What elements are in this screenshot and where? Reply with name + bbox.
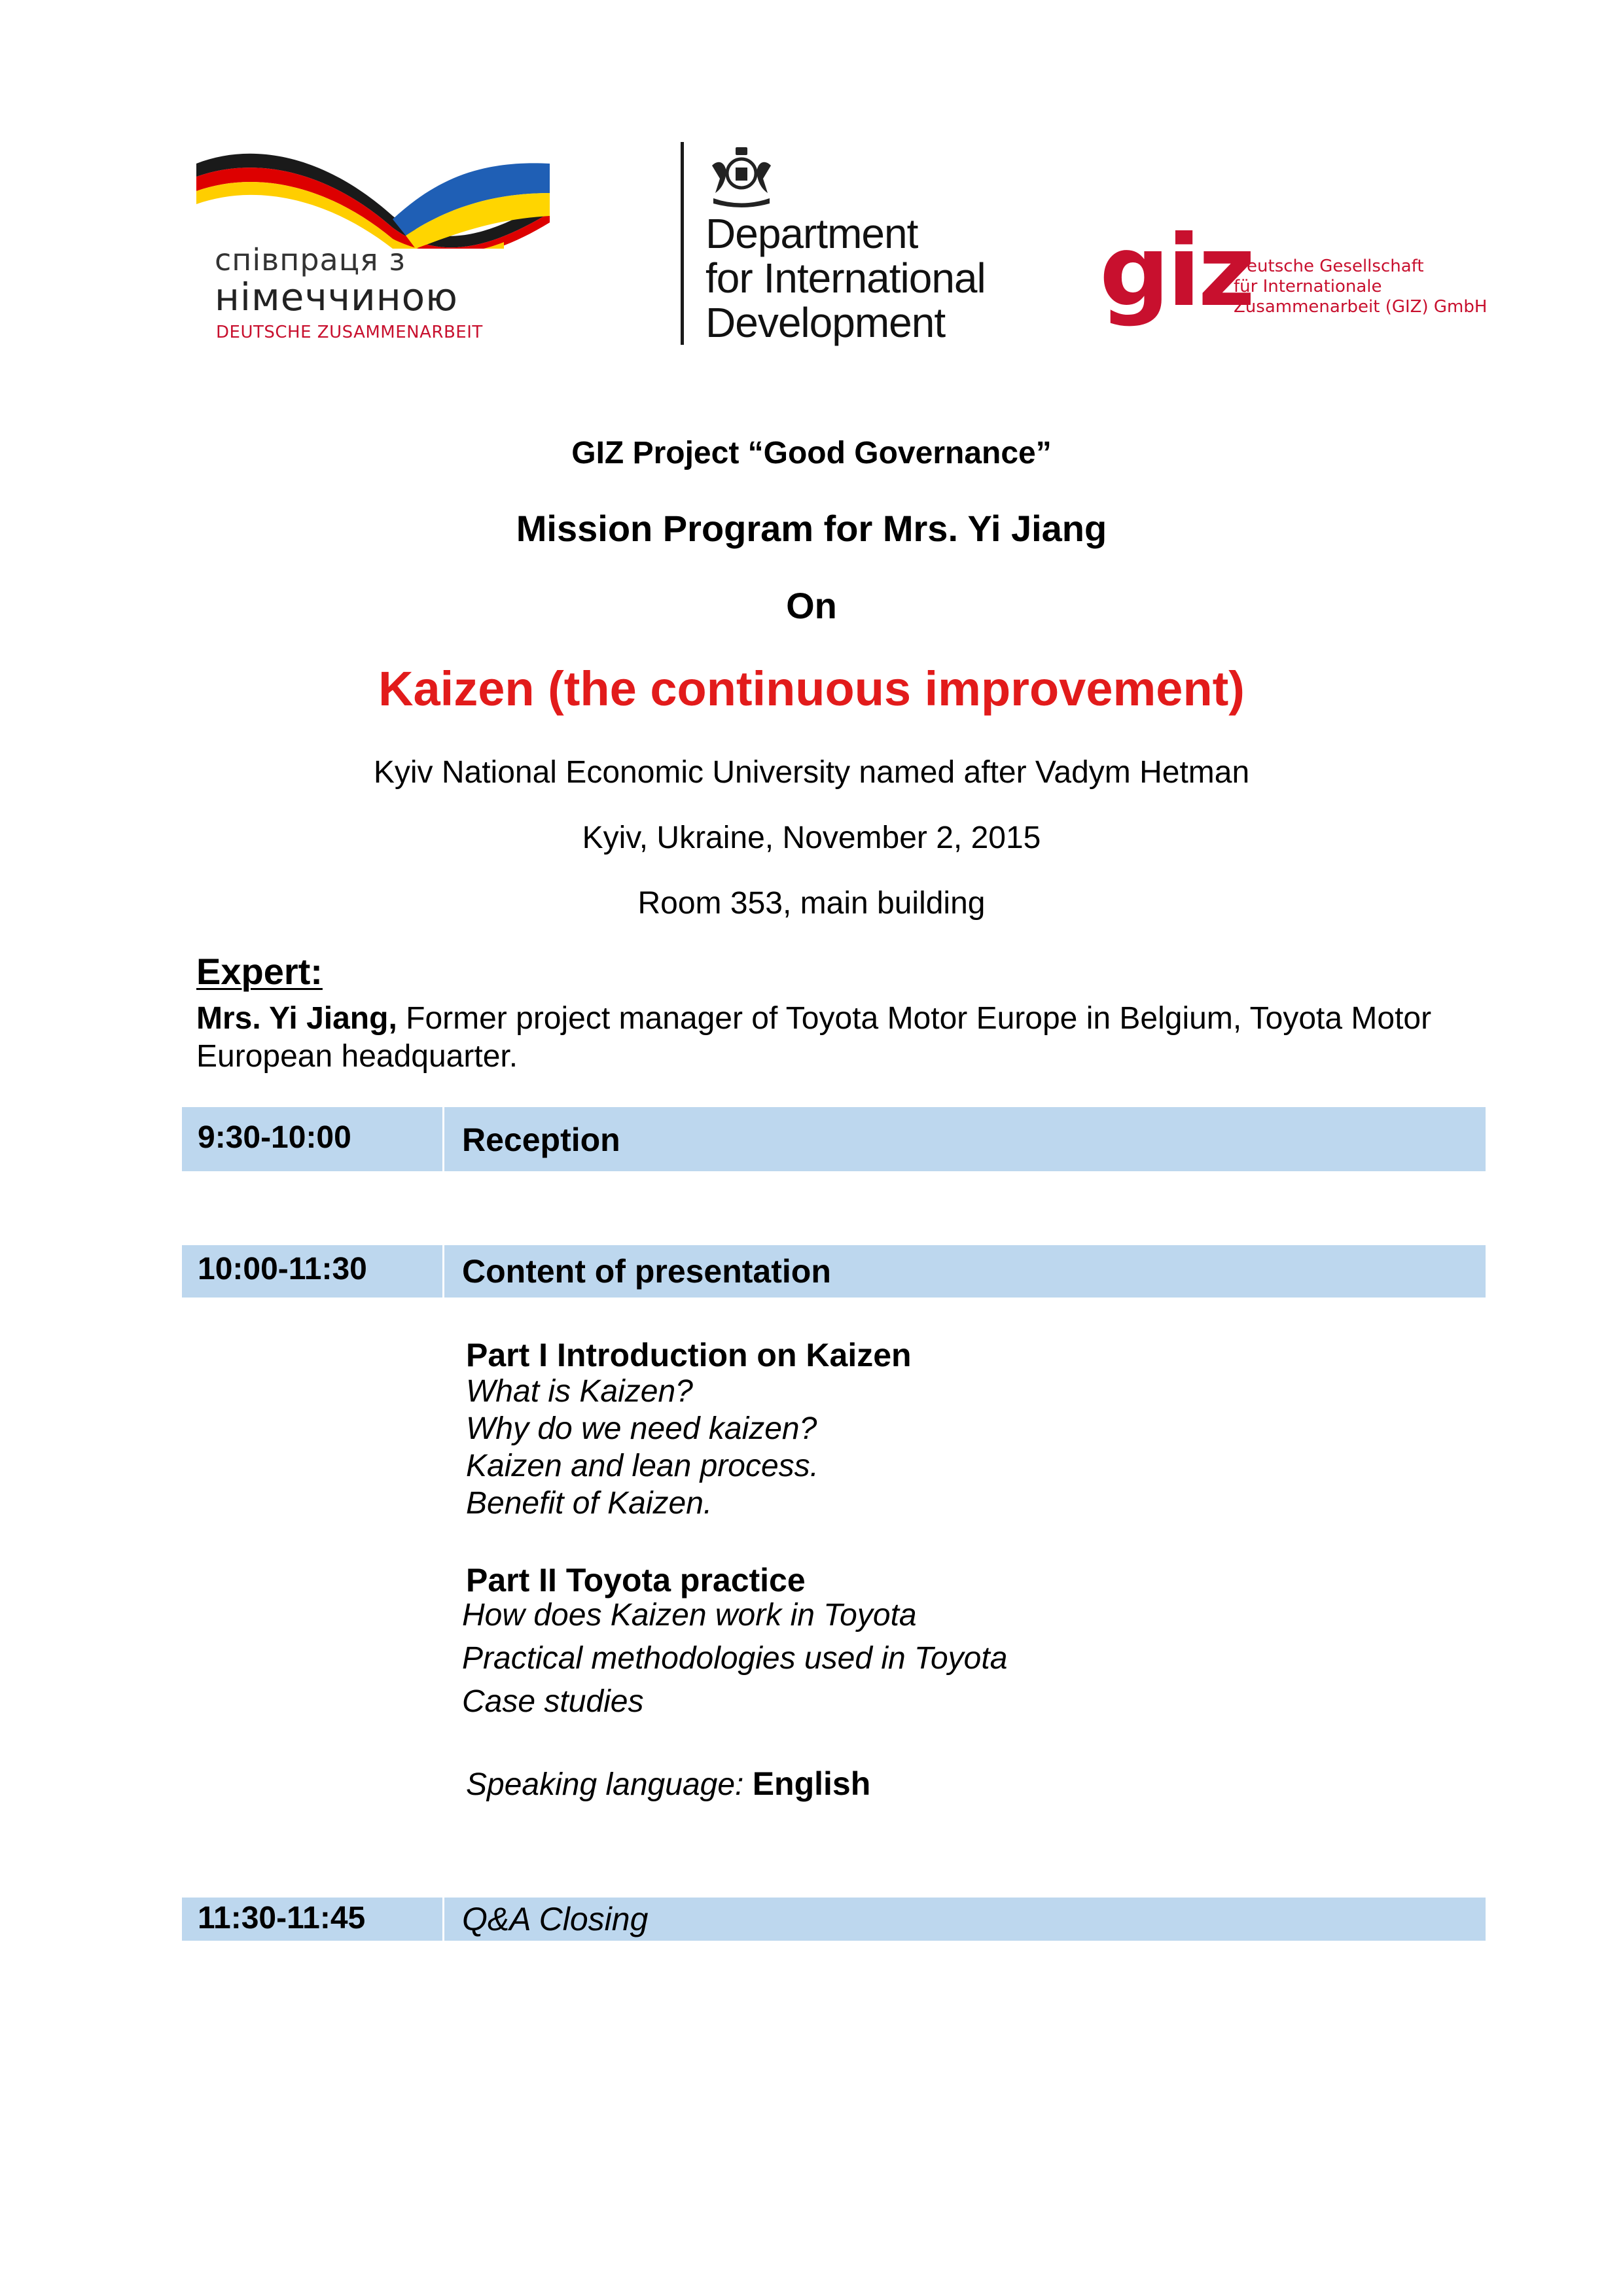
logo-ukraine-line1: співпраця з — [215, 242, 406, 277]
schedule-row-reception — [182, 1107, 1486, 1171]
list-item: Kaizen and lean process. — [466, 1449, 819, 1483]
topic-title: Kaizen (the continuous improvement) — [378, 662, 1245, 716]
part2-heading: Part II Toyota practice — [466, 1562, 806, 1598]
language-value: English — [752, 1765, 871, 1802]
giz-desc-line2: für Internationale — [1234, 277, 1382, 296]
giz-logo — [1099, 215, 1488, 347]
list-item: Benefit of Kaizen. — [466, 1486, 713, 1521]
time-closing: 11:30-11:45 — [198, 1901, 366, 1935]
logo-ukraine-line2: німеччиною — [215, 275, 458, 319]
venue: Kyiv National Economic University named after Vadym Hetman — [373, 755, 1250, 790]
row-separator — [442, 1245, 444, 1298]
dfid-line1: Department — [705, 210, 918, 257]
language-label: Speaking language: — [466, 1767, 744, 1802]
speaking-language — [466, 1765, 870, 1803]
list-item: Case studies — [462, 1684, 644, 1719]
list-item: Practical methodologies used in Toyota — [462, 1641, 1008, 1676]
room: Room 353, main building — [637, 886, 986, 921]
list-item: Why do we need kaizen? — [466, 1411, 817, 1446]
schedule-row-presentation — [182, 1245, 1486, 1298]
expert-heading: Expert: — [196, 951, 323, 992]
project-title: GIZ Project “Good Governance” — [571, 436, 1052, 470]
expert-description — [196, 1000, 1440, 1076]
row-separator — [442, 1107, 444, 1171]
giz-description — [1234, 256, 1487, 317]
flag-ribbon-icon — [196, 137, 550, 249]
row-separator — [442, 1898, 444, 1941]
part2-items — [462, 1594, 1007, 1723]
on-label: On — [786, 585, 837, 626]
expert-role: Former project manager of Toyota Motor Europe in Belgium, Toyota Motor European headquarter. — [196, 1001, 1432, 1074]
royal-crest-icon — [705, 146, 777, 208]
expert-name: Mrs. Yi Jiang, — [196, 1001, 397, 1036]
time-reception: 9:30-10:00 — [198, 1120, 351, 1155]
title-closing: Q&A Closing — [462, 1901, 649, 1937]
logo-ukraine-line3: DEUTSCHE ZUSAMMENARBEIT — [216, 323, 483, 342]
dfid-line3: Development — [705, 299, 946, 346]
dfid-logo — [681, 141, 1021, 350]
place-date: Kyiv, Ukraine, November 2, 2015 — [582, 821, 1041, 855]
title-presentation: Content of presentation — [462, 1253, 831, 1290]
part1-heading: Part I Introduction on Kaizen — [466, 1337, 912, 1373]
dfid-divider — [681, 142, 684, 345]
giz-wordmark: giz — [1099, 215, 1253, 328]
part1-items — [466, 1373, 819, 1522]
time-presentation: 10:00-11:30 — [198, 1252, 367, 1286]
giz-desc-line1: Deutsche Gesellschaft — [1234, 256, 1424, 276]
title-reception: Reception — [462, 1122, 620, 1158]
list-item: How does Kaizen work in Toyota — [462, 1598, 917, 1633]
giz-desc-line3: Zusammenarbeit (GIZ) GmbH — [1234, 297, 1488, 317]
schedule-row-closing — [182, 1898, 1486, 1941]
list-item: What is Kaizen? — [466, 1374, 693, 1409]
dfid-line2: for International — [705, 255, 986, 302]
dfid-name — [705, 211, 986, 345]
mission-title: Mission Program for Mrs. Yi Jiang — [516, 508, 1107, 549]
cooperation-with-germany-logo — [196, 137, 550, 347]
